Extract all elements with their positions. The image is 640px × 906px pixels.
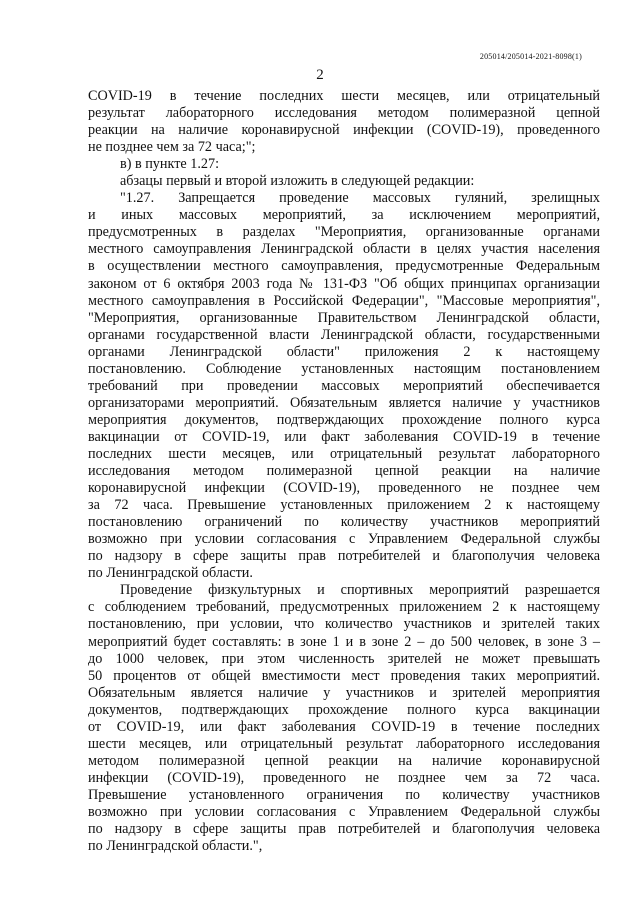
text-line: постановлению, при условии, что количество участников и зрителей таких	[88, 616, 600, 633]
text-line: местного самоуправления в Российской Федерации", "Массовые мероприятия",	[88, 292, 600, 309]
text-line: предусмотренных в разделах "Мероприятия, организованные органами	[88, 224, 600, 241]
paragraph	[88, 88, 600, 156]
text-line: мероприятия документов, подтверждающих прохождение полного курса	[88, 411, 600, 428]
paragraph	[88, 190, 600, 582]
text-line: реакции на наличие коронавирусной инфекции (COVID-19), проведенного	[88, 122, 600, 139]
text-line: методом полимеразной цепной реакции на наличие коронавирусной	[88, 752, 600, 769]
page-number: 2	[316, 67, 324, 83]
text-line: последних шести месяцев, или отрицательный результат лабораторного	[88, 445, 600, 462]
text-line: результат лабораторного исследования методом полимеразной цепной	[88, 105, 600, 122]
text-line: Обязательным является наличие у участников и зрителей мероприятия	[88, 684, 600, 701]
text-line: документов, подтверждающих прохождение полного курса вакцинации	[88, 701, 600, 718]
text-line: в осуществлении местного самоуправления, предусмотренные Федеральным	[88, 258, 600, 275]
text-line: исследования методом полимеразной цепной реакции на наличие	[88, 463, 600, 480]
text-line: абзацы первый и второй изложить в следующей редакции:	[120, 173, 475, 190]
document-header-code: 205014/205014-2021-8098(1)	[479, 52, 582, 61]
text-line: мероприятий будет составлять: в зоне 1 и в зоне 2 – до 500 человек, в зоне 3 –	[88, 633, 600, 650]
text-line: Превышение установленного ограничения по количеству участников	[88, 786, 600, 803]
text-line: от COVID-19, или факт заболевания COVID-19 в течение последних	[88, 718, 600, 735]
text-line: и иных массовых мероприятий, за исключением мероприятий,	[88, 207, 600, 224]
text-line: до 1000 человек, при этом численность зрителей не может превышать	[88, 650, 600, 667]
text-line: органами Ленинградской области" приложения 2 к настоящему	[88, 343, 600, 360]
text-line: шести месяцев, или отрицательный результат лабораторного исследования	[88, 735, 600, 752]
text-line: местного самоуправления Ленинградской области в целях участия населения	[88, 241, 600, 258]
text-line: требований при проведении массовых мероприятий обеспечивается	[88, 377, 600, 394]
text-line: с соблюдением требований, предусмотренных приложением 2 к настоящему	[88, 599, 600, 616]
paragraph	[88, 582, 600, 855]
text-line: 50 процентов от общей вместимости мест проведения таких мероприятий.	[88, 667, 600, 684]
text-line: организаторами мероприятий. Обязательным является наличие у участников	[88, 394, 600, 411]
text-line: "1.27. Запрещается проведение массовых гуляний, зрелищных	[120, 190, 600, 207]
text-line: по Ленинградской области.	[88, 565, 253, 582]
text-line: вакцинации от COVID-19, или факт заболевания COVID-19 в течение	[88, 428, 600, 445]
text-line: в) в пункте 1.27:	[120, 156, 220, 173]
text-line: возможно при условии согласования с Управлением Федеральной службы	[88, 803, 600, 820]
text-line: по Ленинградской области.",	[88, 838, 263, 855]
text-line: постановлению. Соблюдение установленных настоящим постановлением	[88, 360, 600, 377]
text-line: не позднее чем за 72 часа;";	[88, 139, 256, 156]
paragraph	[88, 156, 600, 173]
text-line: по надзору в сфере защиты прав потребителей и благополучия человека	[88, 821, 600, 838]
text-line: инфекции (COVID-19), проведенного не позднее чем за 72 часа.	[88, 769, 600, 786]
text-line: постановлению ограничений по количеству участников мероприятий	[88, 514, 600, 531]
text-line: законом от 6 октября 2003 года № 131-ФЗ "Об общих принципах организации	[88, 275, 600, 292]
text-line: возможно при условии согласования с Управлением Федеральной службы	[88, 531, 600, 548]
text-line: органами государственной власти Ленинградской области, государственными	[88, 326, 600, 343]
paragraph	[88, 173, 600, 190]
text-line: "Мероприятия, организованные Правительством Ленинградской области,	[88, 309, 600, 326]
text-line: COVID-19 в течение последних шести месяцев, или отрицательный	[88, 88, 600, 104]
text-line: за 72 часа. Превышение установленных приложением 2 к настоящему	[88, 497, 600, 514]
document-body	[88, 88, 600, 855]
text-line: коронавирусной инфекции (COVID-19), проведенного не позднее чем	[88, 480, 600, 497]
text-line: по надзору в сфере защиты прав потребителей и благополучия человека	[88, 548, 600, 565]
text-line: Проведение физкультурных и спортивных мероприятий разрешается	[120, 582, 600, 599]
